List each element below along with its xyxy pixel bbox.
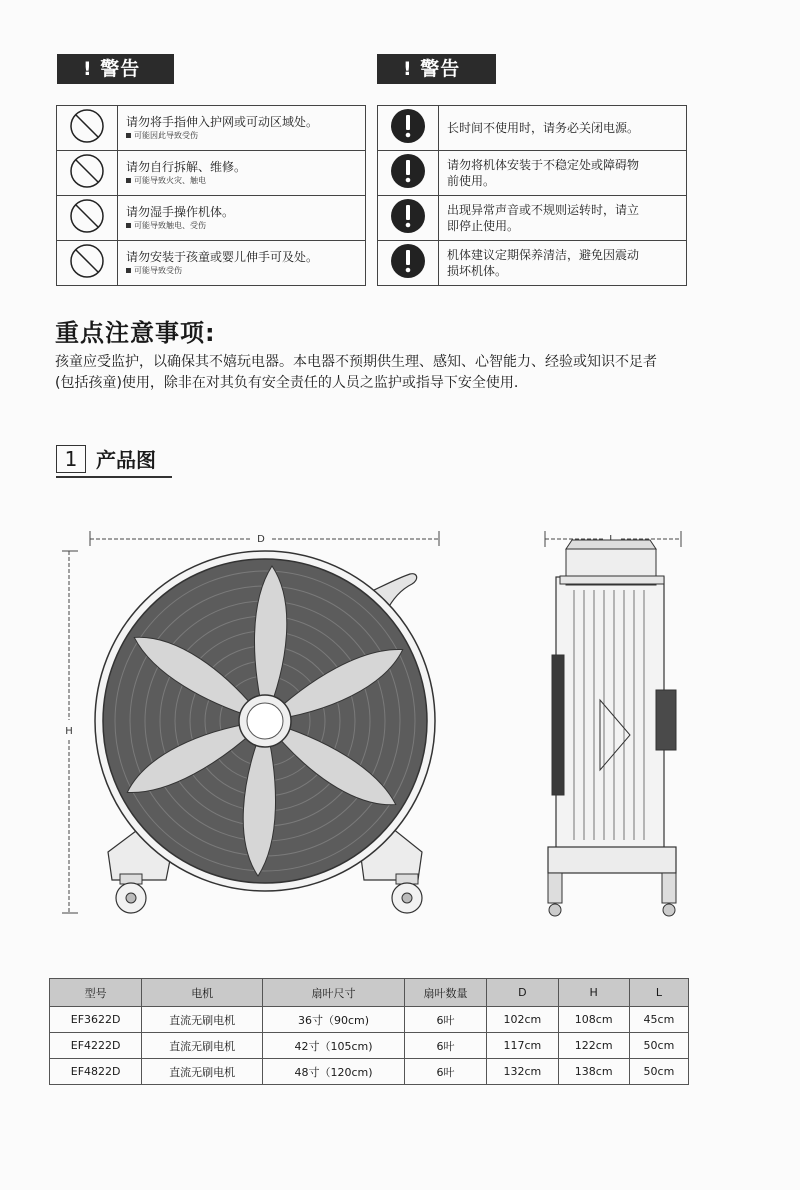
- spec-cell: 132cm: [487, 1059, 558, 1085]
- prohibition-subtext: 可能导致受伤: [134, 266, 182, 275]
- prohibition-text: 请勿将手指伸入护网或可动区域处。: [126, 115, 319, 129]
- spec-cell: 108cm: [558, 1007, 629, 1033]
- spec-cell: 45cm: [629, 1007, 688, 1033]
- table-row: [50, 1059, 689, 1085]
- prohibition-subtext: 可能导致触电、受伤: [134, 221, 206, 230]
- spec-header-row: [50, 979, 689, 1007]
- spec-cell: 42寸（105cm): [263, 1033, 405, 1059]
- spec-cell: 6叶: [404, 1007, 486, 1033]
- spec-cell: 102cm: [487, 1007, 558, 1033]
- warning-header-right-label: 警告: [420, 58, 461, 80]
- important-note-line2: (包括孩童)使用，除非在对其负有安全责任的人员之监护或指导下安全使用.: [55, 375, 519, 391]
- table-row: [50, 1007, 689, 1033]
- wheel: [392, 874, 422, 913]
- caution-text-line1: 请勿将机体安装于不稳定处或障碍物: [447, 158, 640, 172]
- spec-cell: EF3622D: [50, 1007, 142, 1033]
- spec-cell: 50cm: [629, 1033, 688, 1059]
- spec-cell: 6叶: [404, 1059, 486, 1085]
- section-title: 产品图: [96, 448, 156, 472]
- spec-table: [49, 978, 689, 1085]
- spec-header-cell: 扇叶尺寸: [263, 979, 405, 1007]
- spec-cell: 直流无刷电机: [142, 1059, 263, 1085]
- fan-front-view: [95, 551, 435, 913]
- dimension-d-label: D: [257, 534, 265, 545]
- caution-text-line2: 损坏机体。: [447, 264, 508, 278]
- important-title: 重点注意事项:: [55, 319, 216, 347]
- spec-header-cell: 型号: [50, 979, 142, 1007]
- prohibition-text: 请勿安装于孩童或婴儿伸手可及处。: [126, 250, 319, 264]
- caution-text-line1: 出现异常声音或不规则运转时，请立: [447, 203, 640, 217]
- spec-header-cell: D: [487, 979, 558, 1007]
- fan-side-view: [548, 540, 676, 916]
- prohibition-text: 请勿自行拆解、维修。: [126, 160, 247, 174]
- spec-cell: 50cm: [629, 1059, 688, 1085]
- table-row: [50, 1033, 689, 1059]
- prohibition-text: 请勿湿手操作机体。: [126, 205, 235, 219]
- warning-header-left-label: 警告: [100, 58, 141, 80]
- spec-cell: 117cm: [487, 1033, 558, 1059]
- spec-cell: 直流无刷电机: [142, 1007, 263, 1033]
- spec-cell: 122cm: [558, 1033, 629, 1059]
- caution-text-line2: 前使用。: [447, 174, 496, 188]
- prohibition-subtext: 可能导致火灾、触电: [134, 176, 206, 185]
- spec-cell: EF4222D: [50, 1033, 142, 1059]
- spec-header-cell: 电机: [142, 979, 263, 1007]
- caution-text-line1: 长时间不使用时，请务必关闭电源。: [447, 121, 640, 135]
- warning-header-right: ! 警告: [377, 54, 496, 84]
- spec-cell: 6叶: [404, 1033, 486, 1059]
- caution-text-line2: 即停止使用。: [447, 219, 520, 233]
- spec-cell: 48寸（120cm): [263, 1059, 405, 1085]
- spec-header-cell: H: [558, 979, 629, 1007]
- section-number: 1: [56, 445, 86, 473]
- spec-header-cell: L: [629, 979, 688, 1007]
- warning-header-left: ! 警告: [57, 54, 174, 84]
- spec-cell: 138cm: [558, 1059, 629, 1085]
- important-note-line1: 孩童应受监护，以确保其不嬉玩电器。本电器不预期供生理、感知、心智能力、经验或知识不足者: [55, 354, 657, 370]
- spec-cell: EF4822D: [50, 1059, 142, 1085]
- wheel: [116, 874, 146, 913]
- caution-text-line1: 机体建议定期保养清洁，避免因震动: [447, 248, 640, 262]
- prohibition-subtext: 可能因此导致受伤: [134, 131, 198, 140]
- spec-cell: 36寸（90cm): [263, 1007, 405, 1033]
- spec-cell: 直流无刷电机: [142, 1033, 263, 1059]
- spec-header-cell: 扇叶数量: [404, 979, 486, 1007]
- dimension-h-label: H: [65, 726, 73, 737]
